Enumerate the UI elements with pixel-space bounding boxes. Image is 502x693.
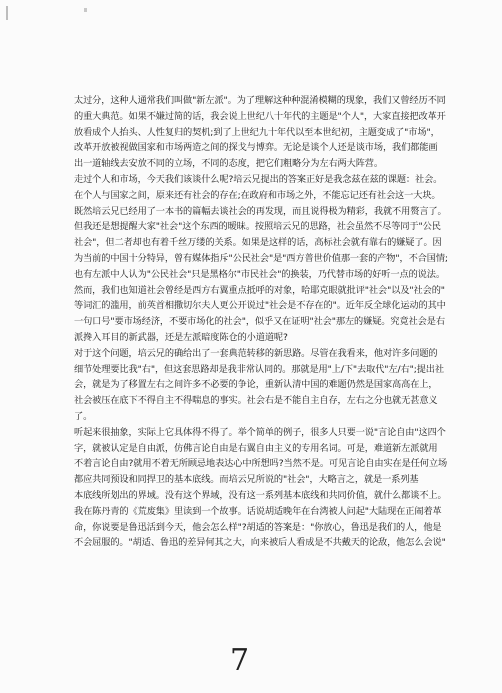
text-line: 会，就是为了移置左右之间许多不必要的争论，重新认清中国的难题仍然是国家高高在上，	[74, 379, 438, 391]
text-line: 既然培云兄已经用了一本书的篇幅去谈社会的再发现，而且说得极为精彩，我就不用赘言了。	[74, 205, 447, 217]
text-line: 但我还是想提醒大家"社会"这个东西的暧昧。按照培云兄的思路，社会虽然不尽等同于"公民	[74, 221, 441, 233]
text-line: 在个人与国家之间，原来还有社会的存在;在政府和市场之外，不能忘记还有社会这一大块。	[74, 189, 441, 201]
text-line: 太过分，这种人通常我们叫做"新左派"。为了理解这种种混淆模糊的现象，我们又曾经历不同	[74, 95, 446, 106]
text-line: 的重大典范。如果不嫌过简的话，我会说上世纪八十年代的主题是"个人"，大家直接把改革开	[74, 110, 446, 122]
text-line: 走过个人和市场，今天我们该谈什么呢?培云兄提出的答案正好是我念兹在兹的课题：社会。	[74, 173, 443, 185]
text-line: 也有左派中人认为"公民社会"只是黑格尔"市民社会"的换装，乃代替市场的好听一点的说法。	[74, 268, 445, 280]
text-line: 出一道轴线去安放不同的立场，不同的态度，把它们粗略分为左右两大阵营。	[74, 158, 383, 170]
text-line: 听起来很抽象，实际上它具体得不得了。举个简单的例子，很多人只要一说"言论自由"这四个	[74, 426, 446, 438]
text-line: 对于这个问题，培云兄的确给出了一套典范转移的新思路。尽管在我看来，他对许多问题的	[74, 347, 438, 359]
text-line: 社会"，但二者却也有着千丝万缕的关系。如果是这样的话，高标社会就有靠右的嫌疑了。因	[74, 237, 442, 249]
text-line: 我在陈丹青的《荒废集》里读到一个故事。话说胡适晚年在台湾被人问起"大陆现在正闹着革	[74, 505, 442, 517]
text-line: 社会被压在底下不得自主不得喘息的事实。社会右是不能自主自存，左右之分也就无甚意义	[74, 395, 438, 407]
page-number: 7	[230, 643, 250, 678]
text-line: 命，你说要是鲁迅活到今天，他会怎么样"?胡适的答案是："你放心，鲁迅是我们的人，他是	[74, 521, 442, 533]
text-line: 细节处理要比我"右"，但这套思路却是我非常认同的。那就是用"上/下"去取代"左/右";提出社	[74, 363, 444, 375]
text-line: 了。	[74, 410, 93, 422]
text-line: 不着言论自由?就用不着无所顾忌地表达心中所想吗?当然不是。可见言论自由实在是任何立场	[74, 458, 448, 470]
text-line: 派搀入耳目的新武器，还是左派暗度陈仓的小道道呢?	[74, 331, 288, 343]
text-line: 都应共同预设和同捍卫的基本底线。而培云兄所说的"社会"，大略言之，就是一系列基	[74, 474, 419, 486]
text-line: 一句口号"要市场经济，不要市场化的社会"，似乎又在证明"社会"那左的嫌疑。究竟社会是右	[74, 316, 445, 328]
text-line: 改革开放被视做国家和市场两造之间的探戈与博弈。无论是谈个人还是谈市场，我们都能画	[74, 142, 438, 154]
text-line: 放看成个人抬头、人性复归的契机;到了上世纪九十年代以至本世纪初，主题变成了"市场"，	[74, 126, 440, 138]
text-line: 等词汇的滥用，前英首相撒切尔夫人更公开说过"社会是不存在的"。近年反全球化运动的其中	[74, 300, 446, 312]
scan-artifact	[84, 8, 87, 12]
text-line: 字，就被认定是自由派，仿佛言论自由是右翼自由主义的专用名词。可是，难道新左派就用	[74, 442, 438, 454]
text-line: 不会屈服的。"胡适、鲁迅的差异何其之大，向来被后人看成是不共戴天的论敌，他怎么会说"	[74, 537, 446, 549]
scan-artifact	[6, 6, 8, 20]
text-line: 为当前的中国十分特异，曾有媒体指斥"公民社会"是"西方普世价值那一套的产物"，不合国情;	[74, 252, 448, 264]
text-line: 本底线所划出的界域。没有这个界域，没有这一系列基本底线和共同价值，就什么都谈不上。	[74, 489, 447, 501]
body-text	[74, 93, 458, 551]
text-line: 然而，我们也知道社会曾经是西方右翼重点抵呼的对象，哈耶克眼就批评"社会"以及"社会的"	[74, 284, 445, 296]
